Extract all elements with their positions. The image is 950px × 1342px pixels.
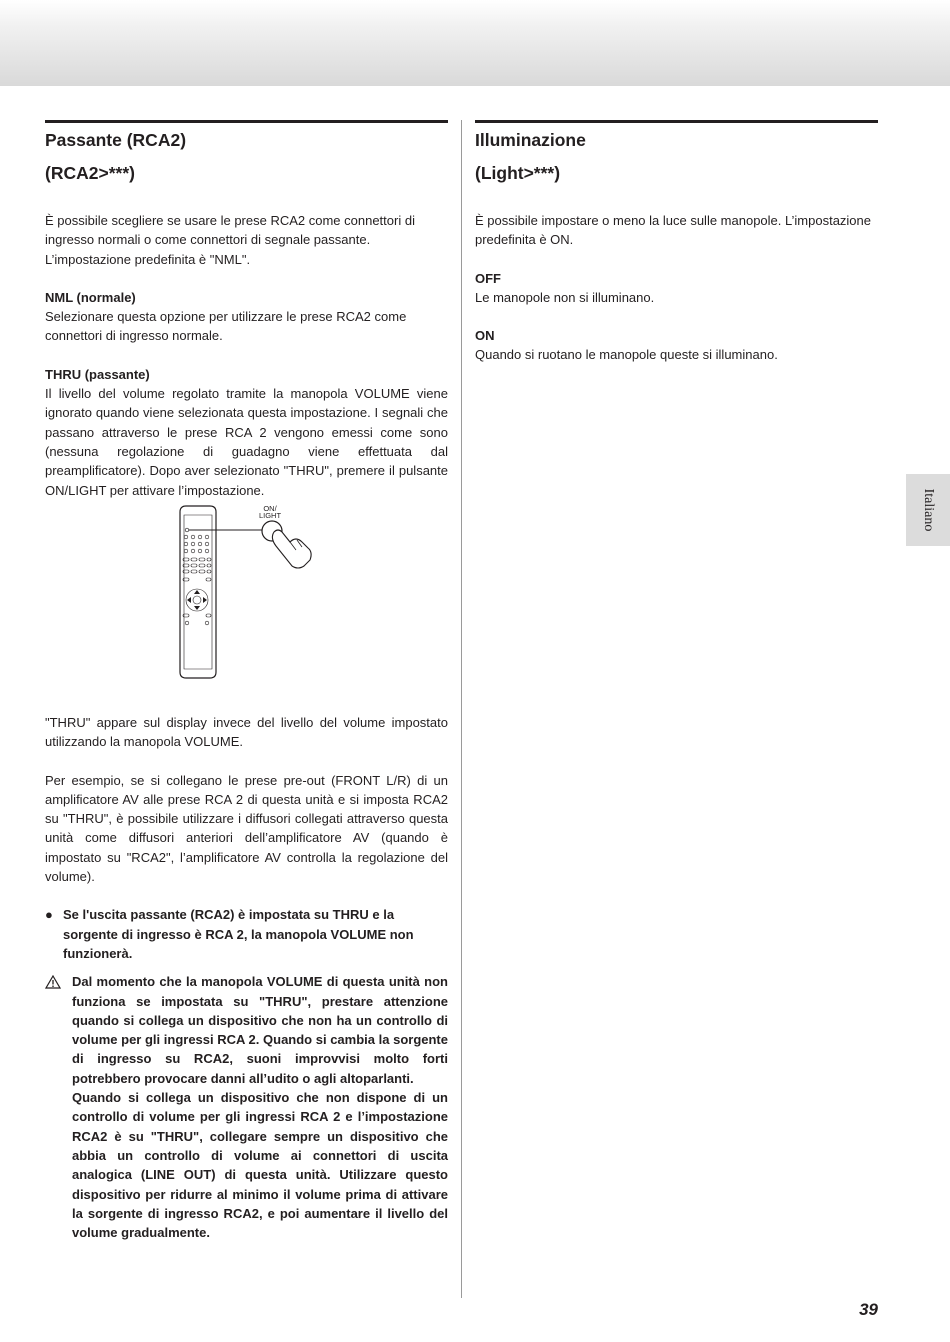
example-text: Per esempio, se si collegano le prese pre-out (FRONT L/R) di un amplificatore AV alle prese RCA 2 di questa unità e si imposta RCA2 su "THRU", è possibile utilizzare i diffusori collegati attraverso questa unità come diffusori anteriori dell’amplificatore AV (quando è impostato su "RCA2", l’amplificatore AV controlla la regolazione del volume). <box>45 772 448 885</box>
warning-note <box>45 972 448 1242</box>
on-light-label-line2: LIGHT <box>258 511 282 520</box>
thru-heading: THRU (passante) <box>45 366 150 382</box>
hand-pressing-button-icon <box>262 521 311 568</box>
on-text: Quando si ruotano le manopole queste si illuminano. <box>475 347 778 363</box>
section-subtitle-light: (Light>***) <box>475 163 561 183</box>
rca2-default: L’impostazione predefinita è "NML". <box>45 251 251 267</box>
section-rule <box>475 120 878 123</box>
warning-text-1: Dal momento che la manopola VOLUME di questa unità non funziona se impostata su "THRU", prestare attenzione quando si collega un dispositivo che non ha un controllo di volume per gli ingressi RCA 2. Quando si cambia la sorgente di ingresso su RCA2, suoni improvvisi molto forti potrebbero provocare danni all’udito o agli altoparlanti. <box>72 974 448 1086</box>
left-column-lower <box>45 713 448 1242</box>
section-title-rca2: Passante (RCA2) <box>45 130 187 150</box>
rca2-intro: È possibile scegliere se usare le prese RCA2 come connettori di ingresso normali o come connettori di segnale passante. <box>45 213 415 248</box>
warning-triangle-icon <box>45 972 72 994</box>
nml-heading: NML (normale) <box>45 289 136 305</box>
right-column <box>475 120 878 365</box>
on-heading: ON <box>475 328 495 344</box>
remote-control-icon <box>180 506 262 678</box>
off-heading: OFF <box>475 270 501 286</box>
on-light-label-line1: ON/ <box>263 504 277 513</box>
warning-text-2: Quando si collega un dispositivo che non dispone di un controllo di volume per gli ingressi RCA 2 e l’impostazione RCA2 è su "THRU", collegare sempre un dispositivo che abbia un controllo di volume ai connettori di uscita analogica (LINE OUT) di questa unità. Utilizzare questo dispositivo per ridurre al minimo il volume prima di attivare la sorgente di ingresso RCA2, e poi aumentare il livello del volume gradualmente. <box>72 1090 448 1241</box>
light-intro: È possibile impostare o meno la luce sulle manopole. L’impostazione predefinita è ON. <box>475 213 871 248</box>
bullet-note-text: Se l'uscita passante (RCA2) è impostata su THRU e la sorgente di ingresso è RCA 2, la manopola VOLUME non funzionerà. <box>63 907 414 961</box>
page-number: 39 <box>859 1300 878 1319</box>
header-band <box>0 0 950 86</box>
section-rule <box>45 120 448 123</box>
section-subtitle-rca2: (RCA2>***) <box>45 163 135 183</box>
remote-control-illustration <box>170 500 330 690</box>
column-divider <box>461 120 462 1298</box>
thru-text: Il livello del volume regolato tramite la manopola VOLUME viene ignorato quando viene selezionata questa impostazione. I segnali che passano attraverso le prese RCA 2 vengono emessi come sono (nessuna regolazione di guadagno viene effettuata dal preamplificatore). Dopo aver selezionato "THRU", premere il pulsante ON/LIGHT per attivare l’impostazione. <box>45 386 448 498</box>
off-text: Le manopole non si illuminano. <box>475 289 655 305</box>
left-column <box>45 120 448 500</box>
nml-text: Selezionare questa opzione per utilizzare le prese RCA2 come connettori di ingresso normale. <box>45 309 407 344</box>
language-tab-label: Italiano <box>921 488 936 532</box>
section-title-illuminazione: Illuminazione <box>475 130 586 150</box>
bullet-note <box>45 905 448 963</box>
display-note: "THRU" appare sul display invece del livello del volume impostato utilizzando la manopola VOLUME. <box>45 715 448 750</box>
bullet-icon: ● <box>45 907 53 923</box>
